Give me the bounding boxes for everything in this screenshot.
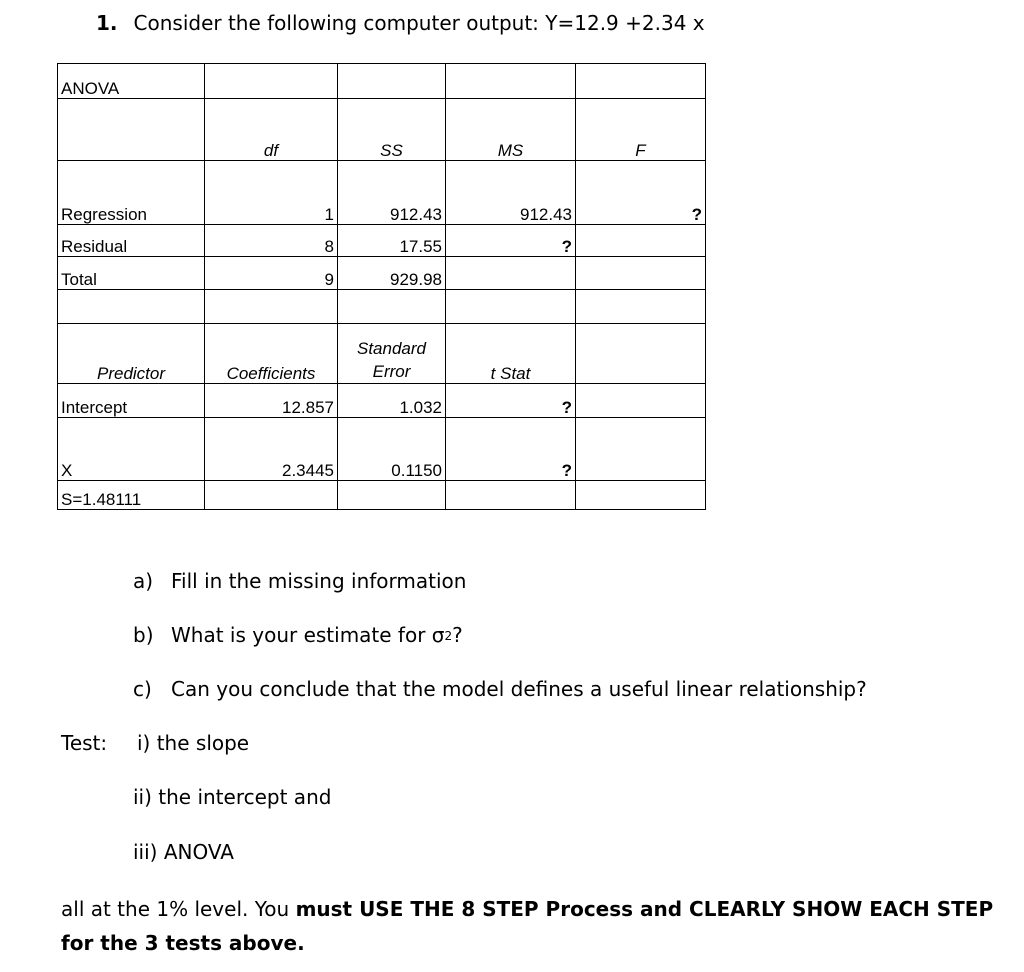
x-t-missing: ? bbox=[446, 418, 576, 481]
sigma-exponent: 2 bbox=[444, 629, 453, 643]
table-row bbox=[58, 161, 706, 225]
col-header-std-error: Standard Error bbox=[338, 324, 446, 384]
residual-df: 8 bbox=[205, 225, 338, 257]
row-label-total: Total bbox=[58, 257, 205, 290]
col-header-ms: MS bbox=[446, 99, 576, 161]
residual-ss: 17.55 bbox=[338, 225, 446, 257]
intercept-t-missing: ? bbox=[446, 384, 576, 418]
table-row bbox=[58, 481, 706, 510]
col-header-df: df bbox=[205, 99, 338, 161]
tests-label: Test: bbox=[61, 731, 108, 755]
row-label-intercept: Intercept bbox=[58, 384, 205, 418]
x-coef: 2.3445 bbox=[205, 418, 338, 481]
s-value: S=1.48111 bbox=[58, 481, 205, 510]
col-header-predictor: Predictor bbox=[58, 324, 205, 384]
instructions-paragraph bbox=[61, 892, 1011, 960]
col-header-t-stat: t Stat bbox=[446, 324, 576, 384]
total-ss: 929.98 bbox=[338, 257, 446, 290]
anova-table bbox=[57, 63, 706, 510]
table-row bbox=[58, 384, 706, 418]
question-c bbox=[133, 677, 867, 701]
question-number: 1. bbox=[96, 11, 118, 35]
table-row bbox=[58, 225, 706, 257]
question-heading bbox=[96, 11, 705, 35]
col-header-coefficients: Coefficients bbox=[205, 324, 338, 384]
regression-f-missing: ? bbox=[576, 161, 706, 225]
total-df: 9 bbox=[205, 257, 338, 290]
x-se: 0.1150 bbox=[338, 418, 446, 481]
question-a-text: Fill in the missing information bbox=[171, 569, 467, 593]
question-c-text: Can you conclude that the model defines a useful linear relationship? bbox=[171, 677, 867, 701]
instructions-text: all at the 1% level. You bbox=[61, 897, 296, 921]
table-row bbox=[58, 64, 706, 99]
test-item-anova: iii) ANOVA bbox=[133, 840, 234, 864]
col-header-f: F bbox=[576, 99, 706, 161]
intercept-coef: 12.857 bbox=[205, 384, 338, 418]
test-item-intercept: ii) the intercept and bbox=[133, 785, 332, 809]
row-label-residual: Residual bbox=[58, 225, 205, 257]
table-row bbox=[58, 418, 706, 481]
question-a bbox=[133, 569, 466, 593]
question-text: Consider the following computer output: Y=12.9 +2.34 x bbox=[133, 11, 705, 35]
test-item-slope: i) the slope bbox=[137, 731, 250, 755]
question-c-label: c) bbox=[133, 677, 152, 701]
question-b-end: ? bbox=[452, 623, 463, 647]
regression-ms: 912.43 bbox=[446, 161, 576, 225]
table-header-row bbox=[58, 99, 706, 161]
row-label-regression: Regression bbox=[58, 161, 205, 225]
table-row bbox=[58, 257, 706, 290]
regression-df: 1 bbox=[205, 161, 338, 225]
anova-title: ANOVA bbox=[58, 64, 205, 99]
question-a-label: a) bbox=[133, 569, 154, 593]
coef-header-row bbox=[58, 324, 706, 384]
row-label-x: X bbox=[58, 418, 205, 481]
col-header-ss: SS bbox=[338, 99, 446, 161]
intercept-se: 1.032 bbox=[338, 384, 446, 418]
instructions-bold: must USE THE 8 STEP Process and CLEARLY SHOW EACH STEP for the 3 tests above. bbox=[61, 897, 994, 955]
residual-ms-missing: ? bbox=[446, 225, 576, 257]
question-b bbox=[133, 623, 463, 647]
regression-ss: 912.43 bbox=[338, 161, 446, 225]
table-row bbox=[58, 290, 706, 324]
question-b-text: What is your estimate for σ bbox=[171, 623, 445, 647]
question-b-label: b) bbox=[133, 623, 154, 647]
